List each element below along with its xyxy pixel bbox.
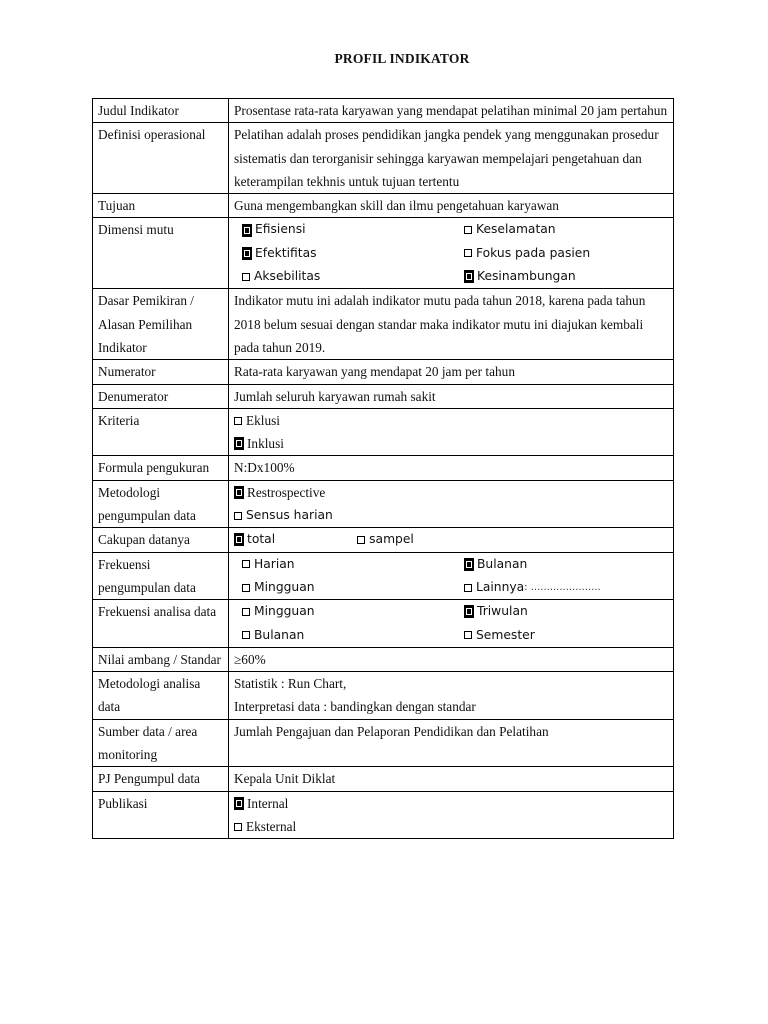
- checkbox-icon[interactable]: [242, 273, 250, 281]
- option-eklusi[interactable]: Eklusi: [234, 409, 668, 432]
- row-numerator: [93, 360, 674, 384]
- checkbox-icon[interactable]: [242, 584, 250, 592]
- option-harian[interactable]: Harian: [234, 553, 464, 576]
- checkbox-icon[interactable]: [464, 584, 472, 592]
- option-efisiensi[interactable]: Efisiensi: [234, 218, 464, 241]
- lainnya-blank: : ......................: [524, 581, 601, 593]
- checkbox-icon[interactable]: [242, 608, 250, 616]
- row-judul: [93, 99, 674, 123]
- label-frekuensi-pengumpulan: Frekuensi pengumpulan data: [93, 552, 229, 600]
- value-nilai-ambang: ≥60%: [229, 647, 674, 671]
- option-bulanan[interactable]: Bulanan: [234, 624, 464, 647]
- value-definisi: Pelatihan adalah proses pendidikan jangka pendek yang menggunakan prosedur sistematis dan terorganisir sehingga karyawan mempelajari pengetahuan dan keterampilan tekhnis untuk tujuan tertentu: [229, 123, 674, 194]
- label-definisi: Definisi operasional: [93, 123, 229, 194]
- label-nilai-ambang: Nilai ambang / Standar: [93, 647, 229, 671]
- value-statistik: Statistik : Run Chart,: [234, 676, 347, 692]
- option-restrospective[interactable]: Restrospective: [234, 481, 668, 504]
- label-dimensi: Dimensi mutu: [93, 218, 229, 289]
- option-mingguan[interactable]: Mingguan: [234, 600, 464, 623]
- option-sampel[interactable]: sampel: [357, 528, 414, 551]
- row-nilai-ambang: [93, 647, 674, 671]
- value-interpretasi: Interpretasi data : bandingkan dengan standar: [234, 699, 476, 715]
- option-lainnya[interactable]: Lainnya : ......................: [464, 576, 668, 599]
- checkbox-icon[interactable]: [357, 536, 365, 544]
- value-numerator: Rata-rata karyawan yang mendapat 20 jam per tahun: [229, 360, 674, 384]
- label-numerator: Numerator: [93, 360, 229, 384]
- checkbox-icon[interactable]: [234, 512, 242, 520]
- checkbox-icon[interactable]: [234, 486, 244, 499]
- checkbox-icon[interactable]: [234, 417, 242, 425]
- row-pj: [93, 767, 674, 791]
- checkbox-icon[interactable]: [242, 247, 252, 260]
- option-aksebilitas[interactable]: Aksebilitas: [234, 265, 464, 288]
- label-metodologi-analisa: Metodologi analisa data: [93, 672, 229, 720]
- label-formula: Formula pengukuran: [93, 456, 229, 480]
- label-publikasi: Publikasi: [93, 791, 229, 839]
- row-kriteria: [93, 408, 674, 456]
- row-sumber-data: [93, 719, 674, 767]
- checkbox-icon[interactable]: [464, 605, 474, 618]
- row-metodologi-analisa: [93, 672, 674, 720]
- page-title: PROFIL INDIKATOR: [334, 51, 470, 66]
- label-cakupan: Cakupan datanya: [93, 528, 229, 552]
- row-dasar: [93, 289, 674, 360]
- value-formula: N:Dx100%: [229, 456, 674, 480]
- row-dimensi: [93, 218, 674, 289]
- option-total[interactable]: total: [234, 528, 275, 551]
- checkbox-icon[interactable]: [242, 560, 250, 568]
- row-frekuensi-pengumpulan: [93, 552, 674, 600]
- label-sumber-data: Sumber data / area monitoring: [93, 719, 229, 767]
- checkbox-icon[interactable]: [464, 270, 474, 283]
- value-sumber-data: Jumlah Pengajuan dan Pelaporan Pendidikan dan Pelatihan: [229, 719, 674, 767]
- option-semester[interactable]: Semester: [464, 624, 668, 647]
- label-pj: PJ Pengumpul data: [93, 767, 229, 791]
- value-pj: Kepala Unit Diklat: [229, 767, 674, 791]
- checkbox-icon[interactable]: [464, 558, 474, 571]
- option-fokus-pasien[interactable]: Fokus pada pasien: [464, 242, 668, 265]
- row-publikasi: [93, 791, 674, 839]
- checkbox-icon[interactable]: [234, 823, 242, 831]
- value-tujuan: Guna mengembangkan skill dan ilmu pengetahuan karyawan: [229, 194, 674, 218]
- label-frekuensi-analisa: Frekuensi analisa data: [93, 600, 229, 648]
- label-judul: Judul Indikator: [93, 99, 229, 123]
- row-formula: [93, 456, 674, 480]
- option-keselamatan[interactable]: Keselamatan: [464, 218, 668, 241]
- checkbox-icon[interactable]: [464, 226, 472, 234]
- row-tujuan: [93, 194, 674, 218]
- checkbox-icon[interactable]: [234, 437, 244, 450]
- option-kesinambungan[interactable]: Kesinambungan: [464, 265, 668, 288]
- option-bulanan[interactable]: Bulanan: [464, 553, 668, 576]
- option-triwulan[interactable]: Triwulan: [464, 600, 668, 623]
- label-dasar: Dasar Pemikiran / Alasan Pemilihan Indikator: [93, 289, 229, 360]
- option-efektifitas[interactable]: Efektifitas: [234, 242, 464, 265]
- label-kriteria: Kriteria: [93, 408, 229, 456]
- checkbox-icon[interactable]: [234, 797, 244, 810]
- row-cakupan: [93, 528, 674, 552]
- checkbox-icon[interactable]: [242, 224, 252, 237]
- label-metodologi-pengumpulan: Metodologi pengumpulan data: [93, 480, 229, 528]
- checkbox-icon[interactable]: [464, 631, 472, 639]
- label-denumerator: Denumerator: [93, 384, 229, 408]
- option-sensus-harian[interactable]: Sensus harian: [234, 504, 668, 527]
- value-judul: Prosentase rata-rata karyawan yang mendapat pelatihan minimal 20 jam pertahun: [229, 99, 674, 123]
- option-eksternal[interactable]: Eksternal: [234, 815, 668, 838]
- row-definisi: [93, 123, 674, 194]
- label-tujuan: Tujuan: [93, 194, 229, 218]
- indicator-profile-table: [92, 98, 674, 839]
- row-denumerator: [93, 384, 674, 408]
- checkbox-icon[interactable]: [234, 533, 244, 546]
- option-internal[interactable]: Internal: [234, 792, 668, 815]
- checkbox-icon[interactable]: [242, 631, 250, 639]
- value-dasar: Indikator mutu ini adalah indikator mutu pada tahun 2018, karena pada tahun 2018 belum sesuai dengan standar maka indikator mutu ini diajukan kembali pada tahun 2019.: [229, 289, 674, 360]
- row-metodologi-pengumpulan: [93, 480, 674, 528]
- value-denumerator: Jumlah seluruh karyawan rumah sakit: [229, 384, 674, 408]
- option-mingguan[interactable]: Mingguan: [234, 576, 464, 599]
- option-inklusi[interactable]: Inklusi: [234, 432, 668, 455]
- checkbox-icon[interactable]: [464, 249, 472, 257]
- row-frekuensi-analisa: [93, 600, 674, 648]
